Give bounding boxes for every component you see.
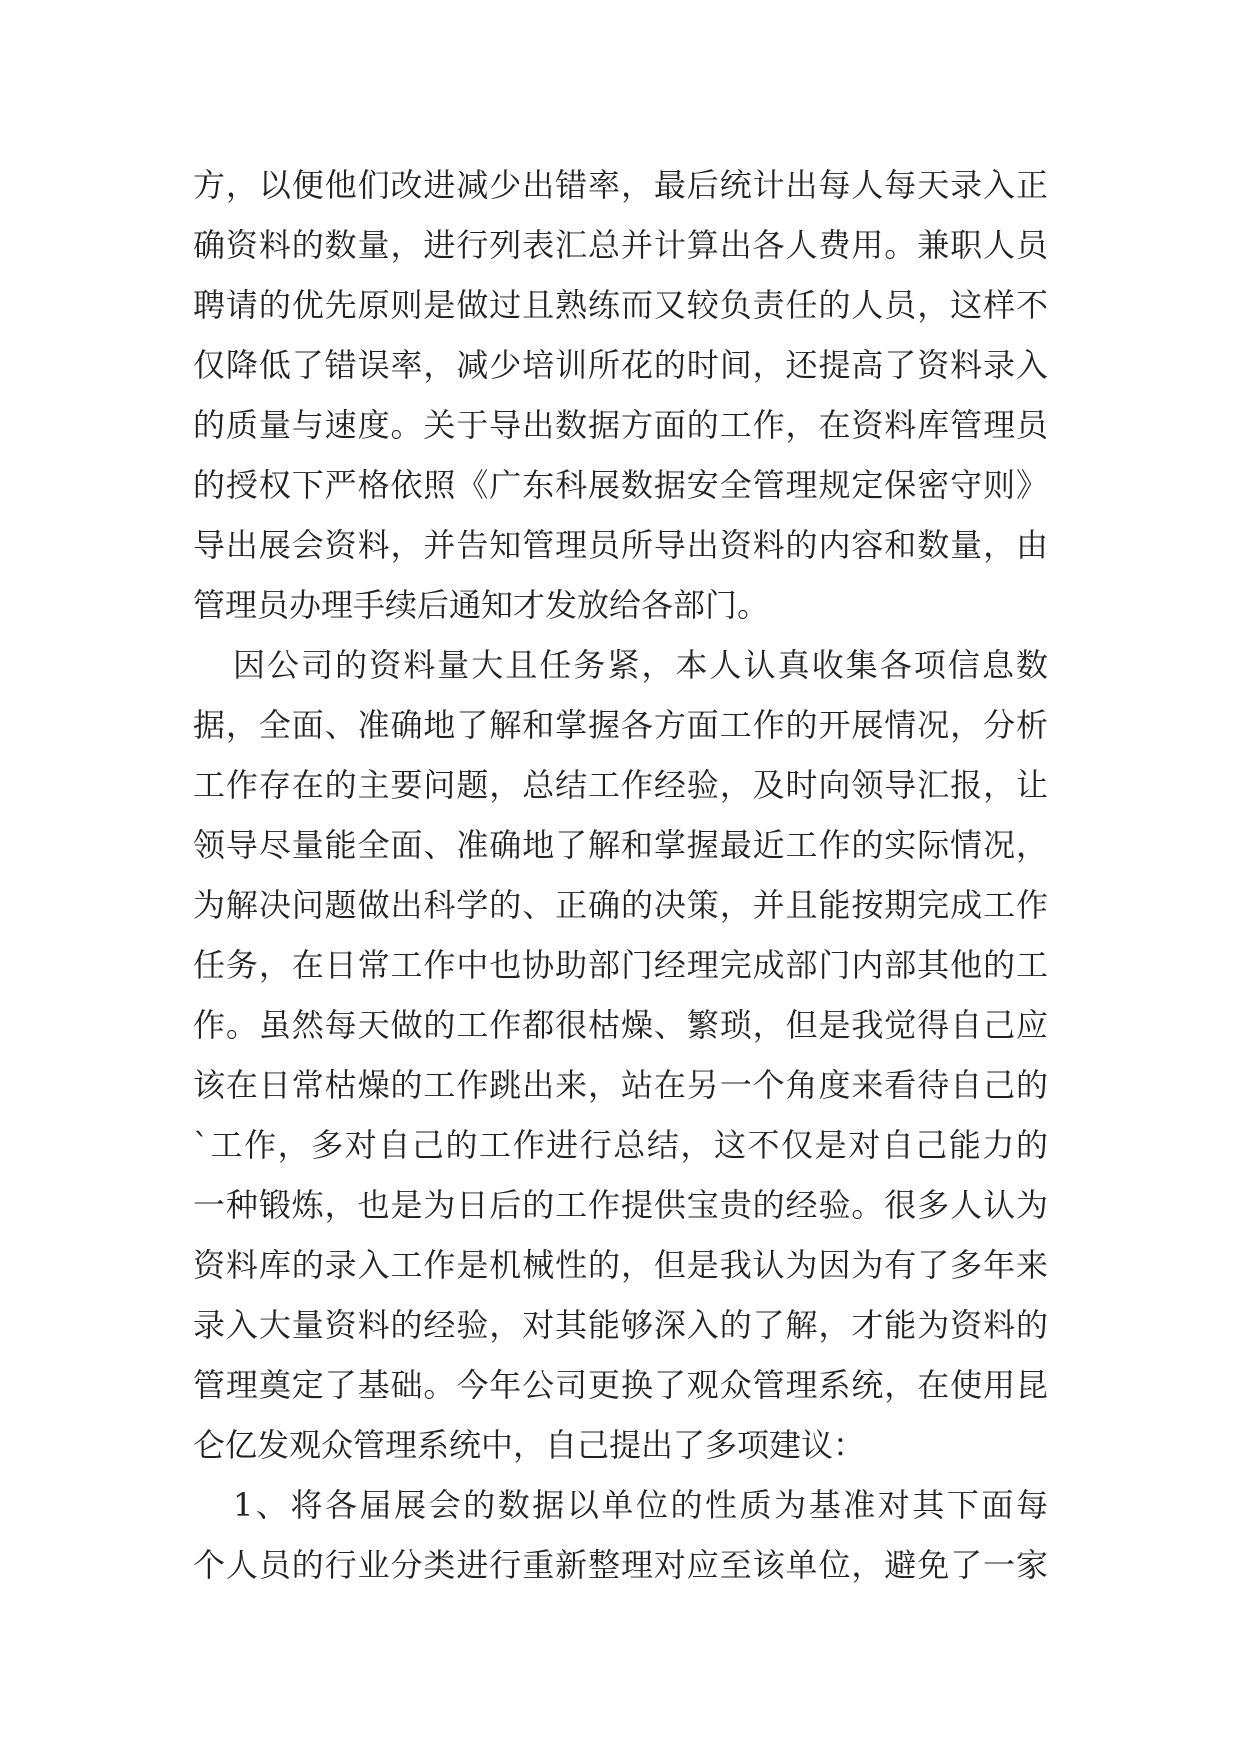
text-line: 确资料的数量，进行列表汇总并计算出各人费用。兼职人员: [193, 226, 1048, 264]
text-line: 1、将各届展会的数据以单位的性质为基准对其下面每: [233, 1486, 1048, 1524]
text-line: 工作存在的主要问题，总结工作经验，及时向领导汇报，让: [193, 766, 1048, 804]
text-line: 个人员的行业分类进行重新整理对应至该单位，避免了一家: [193, 1546, 1048, 1584]
paragraph: [193, 1475, 1048, 1595]
text-line: `工作，多对自己的工作进行总结，这不仅是对自己能力的: [193, 1126, 1048, 1164]
text-line: 任务，在日常工作中也协助部门经理完成部门内部其他的工: [193, 946, 1048, 984]
body-text: [193, 155, 1048, 1595]
text-line: 一种锻炼，也是为日后的工作提供宝贵的经验。很多人认为: [193, 1186, 1048, 1224]
text-line: 仑亿发观众管理系统中，自己提出了多项建议：: [193, 1426, 866, 1464]
text-line: 录入大量资料的经验，对其能够深入的了解，才能为资料的: [193, 1306, 1048, 1344]
text-line: 的授权下严格依照《广东科展数据安全管理规定保密守则》: [193, 466, 1048, 504]
text-line: 据，全面、准确地了解和掌握各方面工作的开展情况，分析: [193, 706, 1048, 744]
text-line: 聘请的优先原则是做过且熟练而又较负责任的人员，这样不: [193, 286, 1048, 324]
text-line: 作。虽然每天做的工作都很枯燥、繁琐，但是我觉得自己应: [193, 1006, 1048, 1044]
paragraph: [193, 635, 1048, 1475]
text-line: 导出展会资料，并告知管理员所导出资料的内容和数量，由: [193, 526, 1048, 564]
text-line: 为解决问题做出科学的、正确的决策，并且能按期完成工作: [193, 886, 1048, 924]
text-line: 该在日常枯燥的工作跳出来，站在另一个角度来看待自己的: [193, 1066, 1048, 1104]
paragraph: [193, 155, 1048, 635]
text-line: 管理员办理手续后通知才发放给各部门。: [193, 586, 770, 624]
text-line: 管理奠定了基础。今年公司更换了观众管理系统，在使用昆: [193, 1366, 1048, 1404]
text-line: 领导尽量能全面、准确地了解和掌握最近工作的实际情况，: [193, 826, 1048, 864]
text-line: 资料库的录入工作是机械性的，但是我认为因为有了多年来: [193, 1246, 1048, 1284]
text-line: 仅降低了错误率，减少培训所花的时间，还提高了资料录入: [193, 346, 1048, 384]
text-line: 因公司的资料量大且任务紧，本人认真收集各项信息数: [233, 646, 1048, 684]
text-line: 方，以便他们改进减少出错率，最后统计出每人每天录入正: [193, 166, 1048, 204]
text-line: 的质量与速度。关于导出数据方面的工作，在资料库管理员: [193, 406, 1048, 444]
